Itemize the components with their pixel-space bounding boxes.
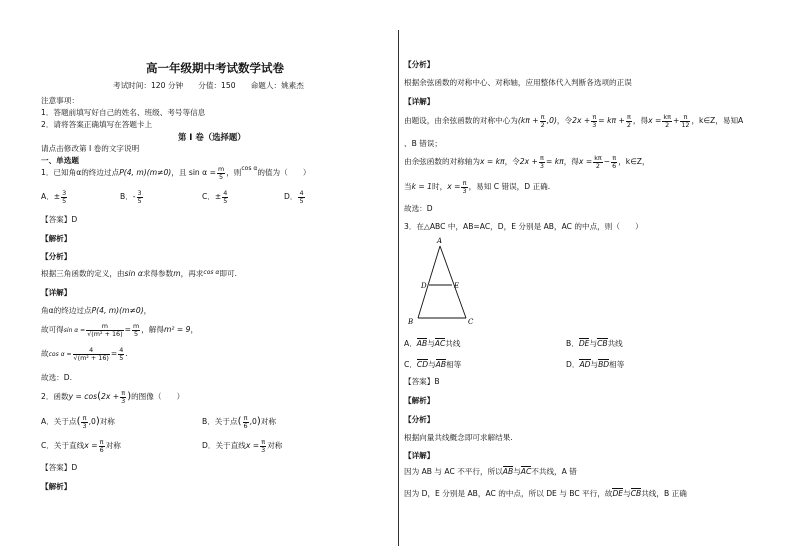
r-detail-4: 当k = 1时，x = $\frac{\pi}{3}$ ，易知 C 错误，D 正确.: [404, 179, 551, 195]
q1-option-a: A．± $\frac{3}{5}$: [41, 189, 67, 205]
q1-option-b: B．- $\frac{3}{5}$: [120, 189, 142, 205]
q3-option-d: D．AD与BD相等: [566, 360, 625, 369]
edge-ac: [440, 246, 466, 318]
notice-heading: 注意事项：: [41, 96, 79, 105]
q1-option-c: C．± $\frac{4}{5}$: [202, 189, 228, 205]
q1-stem: 1．已知角α的终边过点P(4, m)(m≠0)，且 sin α = $\frac{m}{5}$ ，则$^{cos \alpha}$的值为（ ）: [41, 165, 311, 181]
volume-title: 第 I 卷（选择题）: [178, 132, 246, 142]
q1-answer: 【答案】D: [41, 215, 78, 224]
exam-meta: 考试时间：120 分钟 分值：150 命题人：姚素杰: [113, 81, 304, 90]
q1-xiangjie: 【详解】: [41, 288, 72, 297]
section-title: 一、单选题: [41, 156, 79, 165]
r-detail-1: 由题设，由余弦函数的对称中心为(kπ + $\frac{\pi}{2}$ ,0)，令2x + $\frac{\pi}{3}$ = kπ + $\frac{\pi}{2}$ ，得x = $\frac{k\pi}{2}$ + $\frac{\pi}{12}$ ，k∈Z，易知A: [404, 113, 744, 129]
label-a: A: [437, 237, 443, 245]
q3-option-a: A．AB与AC共线: [404, 339, 461, 348]
r-detail-3: 由余弦函数的对称轴为x = kπ，令2x + $\frac{\pi}{3}$ = kπ，得x = $\frac{k\pi}{2}$ − $\frac{\pi}{6}$ ，k∈Z，: [404, 154, 650, 170]
q2-stem: 2．函数y = cos(2x + $\frac{\pi}{3}$ )的图像（ ）: [41, 389, 185, 405]
q1-option-d: D． $\frac{4}{5}$: [284, 189, 304, 205]
q3-fenxi-text: 根据向量共线概念即可求解结果.: [404, 433, 513, 442]
q3-option-c: C．CD与AB相等: [404, 360, 462, 369]
label-d: D: [421, 282, 427, 290]
q2-answer: 【答案】D: [41, 463, 78, 472]
r-fenxi-text: 根据余弦函数的对称中心、对称轴，应用整体代入判断各选项的正误: [404, 78, 632, 87]
q2-jiexi: 【解析】: [41, 482, 72, 491]
q1-analysis: 根据三角函数的定义，由sin α求得参数m，再求$^{cos \alpha}$即可.: [41, 269, 237, 278]
q3-option-b: B．DE与CB共线: [566, 339, 623, 348]
label-b: B: [408, 318, 414, 326]
q1-jiexi: 【解析】: [41, 234, 72, 243]
q2-option-b: B．关于点( $\frac{\pi}{6}$ ,0)对称: [202, 414, 276, 430]
r-detail-2: 、B 错误；: [404, 139, 442, 148]
q3-answer: 【答案】B: [404, 377, 440, 386]
exam-title: 高一年级期中考试数学试卷: [146, 61, 284, 75]
q2-option-c: C．关于直线x = $\frac{\pi}{6}$ 对称: [41, 438, 121, 454]
q2-option-a: A．关于点( $\frac{\pi}{3}$ ,0)对称: [41, 414, 115, 430]
q2-option-d: D．关于直线x = $\frac{\pi}{3}$ 对称: [202, 438, 283, 454]
q3-fenxi: 【分析】: [404, 415, 435, 424]
column-divider: [398, 30, 399, 546]
q3-explain-1: 因为 AB 与 AC 不平行，所以AB与AC不共线，A 错: [404, 467, 577, 476]
notice-item-2: 2．请将答案正确填写在答题卡上: [41, 120, 153, 129]
r-xiangjie: 【详解】: [404, 97, 435, 106]
q1-choose: 故选：D.: [41, 373, 73, 382]
q3-stem: 3．在△ABC 中，AB=AC，D，E 分别是 AB，AC 的中点，则（ ）: [404, 222, 643, 231]
volume-hint: 请点击修改第 I 卷的文字说明: [41, 144, 140, 153]
r-fenxi: 【分析】: [404, 60, 435, 69]
q1-fenxi: 【分析】: [41, 252, 72, 261]
q1-detail-3: 故cos α = $\frac{4}{\text{√(m² + 16)}}$ = $\frac{4}{5}$ .: [41, 346, 128, 362]
label-c: C: [468, 318, 474, 326]
q1-detail-2: 故可得sin α = $\frac{m}{\text{√(m² + 16)}}$ = $\frac{m}{5}$ ，解得m² = 9，: [41, 322, 199, 338]
q1-stem-fraction: $\frac{m}{5}$: [217, 165, 225, 181]
q3-xiangjie: 【详解】: [404, 451, 435, 460]
triangle-figure: [404, 236, 484, 328]
q3-jiexi: 【解析】: [404, 396, 435, 405]
label-e: E: [454, 282, 460, 290]
r-choose: 故选：D: [404, 204, 433, 213]
notice-item-1: 1．答题前填写好自己的姓名、班级、考号等信息: [41, 108, 206, 117]
q1-detail-1: 角α的终边过点P(4, m)(m≠0)，: [41, 306, 152, 315]
q3-explain-2: 因为 D，E 分别是 AB，AC 的中点，所以 DE 与 BC 平行，故DE与CB共线，B 正确: [404, 489, 687, 498]
